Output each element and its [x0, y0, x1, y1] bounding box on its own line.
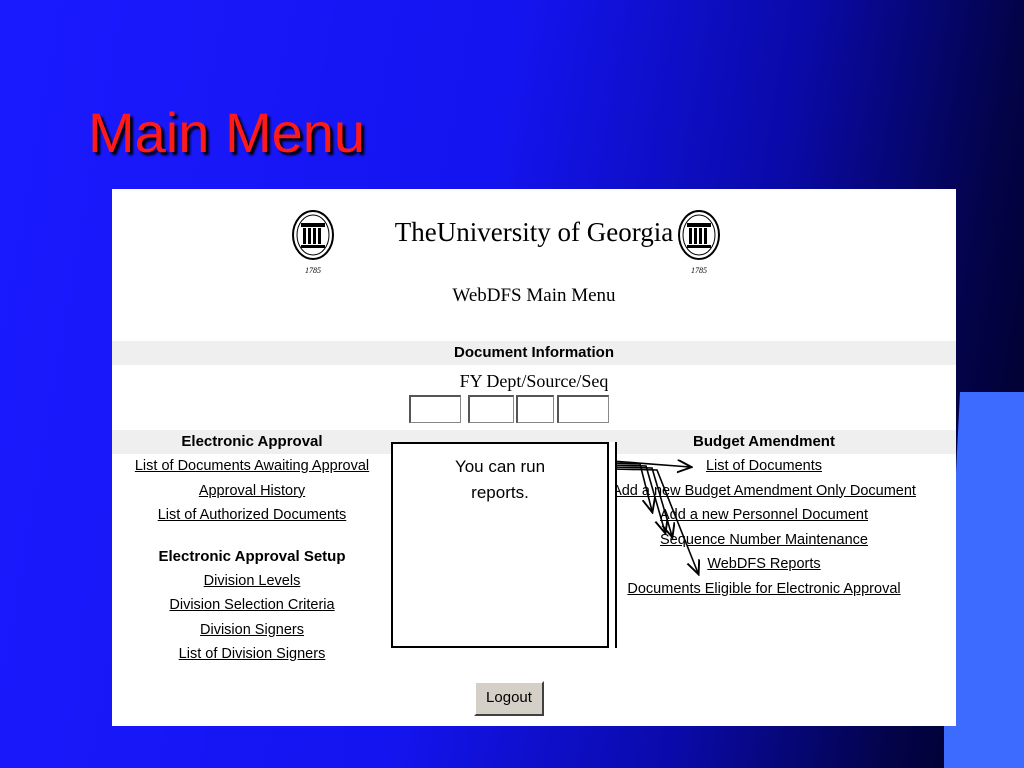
logout-button[interactable]: Logout [474, 681, 544, 716]
menu-title: WebDFS Main Menu [452, 285, 616, 306]
callout-box [391, 442, 609, 648]
decorative-block [944, 392, 1024, 768]
budget-amendment-header: Budget Amendment [693, 433, 835, 450]
university-name: TheUniversity of Georgia [394, 217, 674, 247]
link-division-selection-criteria[interactable]: Division Selection Criteria [169, 597, 335, 613]
link-list-of-documents[interactable]: List of Documents [705, 458, 823, 474]
approval-setup-header: Electronic Approval Setup [158, 547, 346, 565]
document-info-header: Document Information [454, 344, 614, 361]
callout-text: You can run reports. [454, 457, 546, 502]
fy-fields-label: FY Dept/Source/Seq [459, 371, 609, 391]
link-add-budget-amendment[interactable]: Add a new Budget Amendment Only Document [612, 482, 916, 499]
link-list-division-signers[interactable]: List of Division Signers [178, 646, 326, 662]
slide-title: Main Menu [88, 101, 366, 164]
link-sequence-number-maintenance[interactable]: Sequence Number Maintenance [660, 531, 868, 548]
link-division-signers[interactable]: Division Signers [200, 621, 304, 638]
link-division-levels[interactable]: Division Levels [203, 572, 301, 589]
budget-amendment-section [606, 430, 922, 601]
electronic-approval-section [112, 430, 392, 667]
dept-input[interactable] [468, 395, 514, 423]
seal-year-right: 1785 [691, 266, 707, 275]
link-approval-history[interactable]: Approval History [198, 482, 306, 499]
fy-input[interactable] [409, 395, 461, 423]
link-add-personnel-document[interactable]: Add a new Personnel Document [660, 507, 868, 523]
link-authorized-documents[interactable]: List of Authorized Documents [157, 507, 347, 523]
source-input[interactable] [516, 395, 554, 423]
link-documents-awaiting-approval[interactable]: List of Documents Awaiting Approval [134, 458, 370, 474]
seal-year-left: 1785 [305, 266, 321, 275]
link-webdfs-reports[interactable]: WebDFS Reports [707, 556, 821, 572]
seq-input[interactable] [557, 395, 609, 423]
webdfs-screenshot [112, 189, 956, 726]
electronic-approval-header: Electronic Approval [181, 433, 323, 450]
link-documents-eligible[interactable]: Documents Eligible for Electronic Approval [627, 580, 901, 597]
